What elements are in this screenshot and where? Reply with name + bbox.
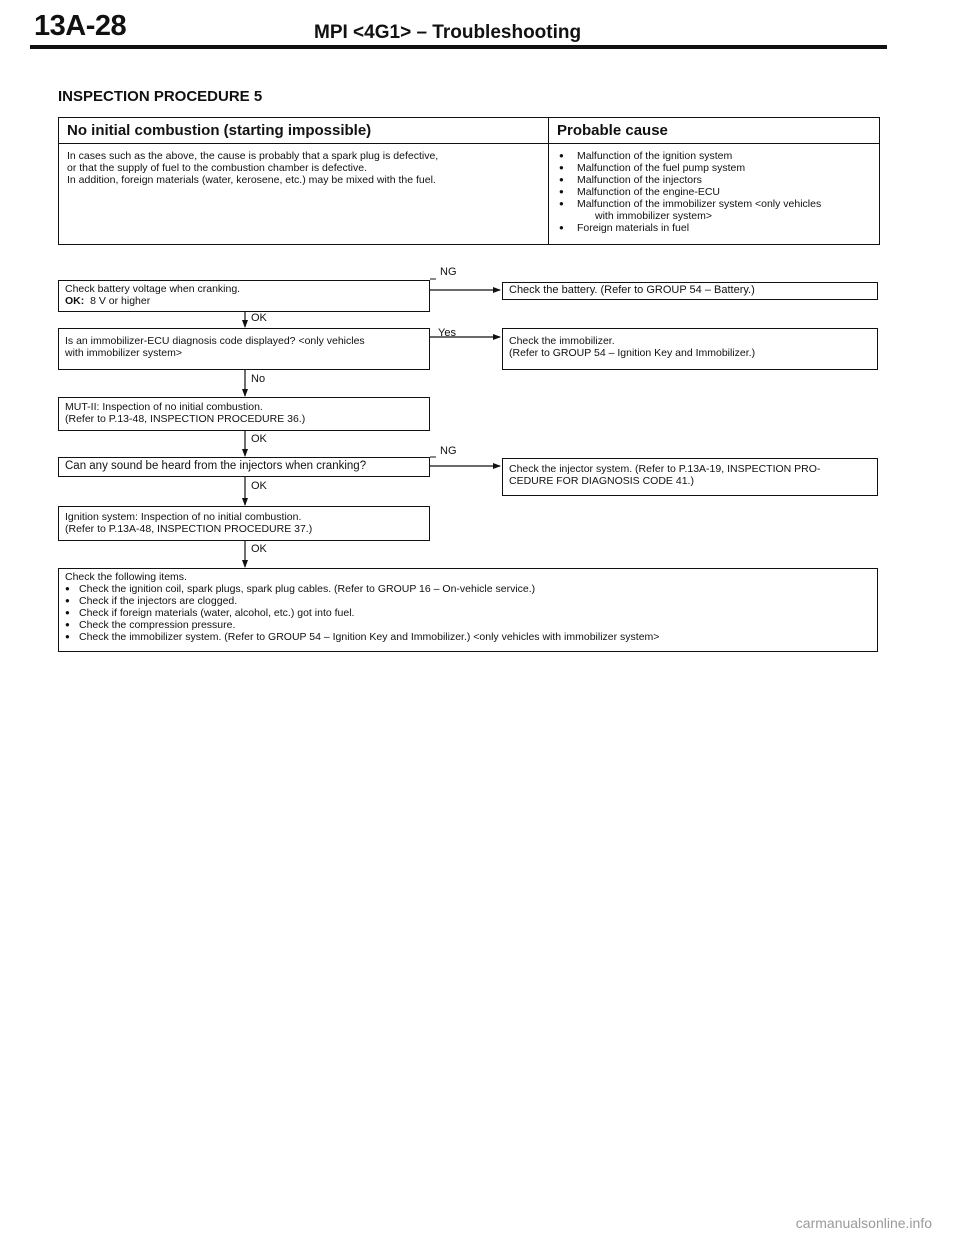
step2-box — [58, 328, 430, 370]
step3-down-label: OK — [251, 433, 267, 445]
symptom-heading: No initial combustion (starting impossible) — [59, 118, 548, 144]
final-check-item: ● Check if the injectors are clogged. — [65, 595, 871, 607]
step1-ok-value: 8 V or higher — [90, 295, 151, 307]
step1-line: Check battery voltage when cranking. — [65, 283, 241, 295]
cause-item: ● Malfunction of the fuel pump system — [559, 162, 873, 174]
step4-branch-line: Check the injector system. (Refer to P.13A-19, INSPECTION PRO- — [509, 463, 821, 475]
step5-line: (Refer to P.13A-48, INSPECTION PROCEDURE 37.) — [65, 523, 313, 535]
page-heading: MPI <4G1> – Troubleshooting — [314, 22, 582, 43]
page-number: 13A-28 — [34, 10, 127, 42]
symptom-line: or that the supply of fuel to the combustion chamber is defective. — [67, 162, 367, 174]
step3-line: MUT-II: Inspection of no initial combustion. — [65, 401, 263, 413]
step2-branch-box — [502, 328, 878, 370]
final-check-box — [58, 568, 878, 652]
step4-branch-box — [502, 458, 878, 496]
final-check-item: ● Check the immobilizer system. (Refer to GROUP 54 – Ignition Key and Immobilizer.) <only vehicles with immobilizer system> — [65, 631, 871, 643]
step3-line: (Refer to P.13-48, INSPECTION PROCEDURE 36.) — [65, 413, 306, 425]
step1-branch-text: Check the battery. (Refer to GROUP 54 – Battery.) — [509, 284, 755, 296]
step2-branch-label: Yes — [438, 327, 456, 339]
step2-branch-line: Check the immobilizer. — [509, 335, 615, 347]
final-check-list — [65, 583, 871, 643]
step5-down-label: OK — [251, 543, 267, 555]
watermark: carmanualsonline.info — [795, 1215, 932, 1231]
cause-item: ● Malfunction of the injectors — [559, 174, 873, 186]
step1-box — [58, 280, 430, 312]
cause-heading: Probable cause — [549, 118, 879, 144]
step1-ok-label: OK: — [65, 295, 85, 307]
step2-down-label: No — [251, 373, 266, 385]
step4-branch-line: CEDURE FOR DIAGNOSIS CODE 41.) — [509, 475, 694, 487]
section-title: INSPECTION PROCEDURE 5 — [58, 88, 263, 105]
cause-item: ● Malfunction of the ignition system — [559, 150, 873, 162]
step3-box — [58, 397, 430, 431]
cause-item-text: Malfunction of the immobilizer system <only vehicles — [577, 198, 822, 210]
final-check-item: ● Check the ignition coil, spark plugs, spark plug cables. (Refer to GROUP 16 – On-vehicle service.) — [65, 583, 871, 595]
step4-box — [58, 457, 430, 477]
cause-item-continuation: with immobilizer system> — [595, 210, 712, 222]
cause-item: ● Foreign materials in fuel — [559, 222, 873, 234]
symptom-line: In addition, foreign materials (water, kerosene, etc.) may be mixed with the fuel. — [67, 174, 436, 186]
step5-box — [58, 506, 430, 541]
step2-line: Is an immobilizer-ECU diagnosis code displayed? <only vehicles — [65, 335, 365, 347]
step1-criterion — [65, 295, 423, 307]
step1-down-label: OK — [251, 312, 267, 324]
step4-down-label: OK — [251, 480, 267, 492]
final-check-title: Check the following items. — [65, 571, 187, 583]
symptom-line: In cases such as the above, the cause is probably that a spark plug is defective, — [67, 150, 439, 162]
final-check-item: ● Check if foreign materials (water, alcohol, etc.) got into fuel. — [65, 607, 871, 619]
step4-line: Can any sound be heard from the injectors when cranking? — [65, 460, 367, 472]
step2-line: with immobilizer system> — [65, 347, 182, 359]
step1-branch-box — [502, 282, 878, 300]
step5-line: Ignition system: Inspection of no initial combustion. — [65, 511, 302, 523]
step1-branch-label: NG — [440, 266, 457, 278]
step2-branch-line: (Refer to GROUP 54 – Ignition Key and Immobilizer.) — [509, 347, 756, 359]
final-check-item: ● Check the compression pressure. — [65, 619, 871, 631]
cause-item: ● Malfunction of the engine-ECU — [559, 186, 873, 198]
step4-branch-label: NG — [440, 445, 457, 457]
